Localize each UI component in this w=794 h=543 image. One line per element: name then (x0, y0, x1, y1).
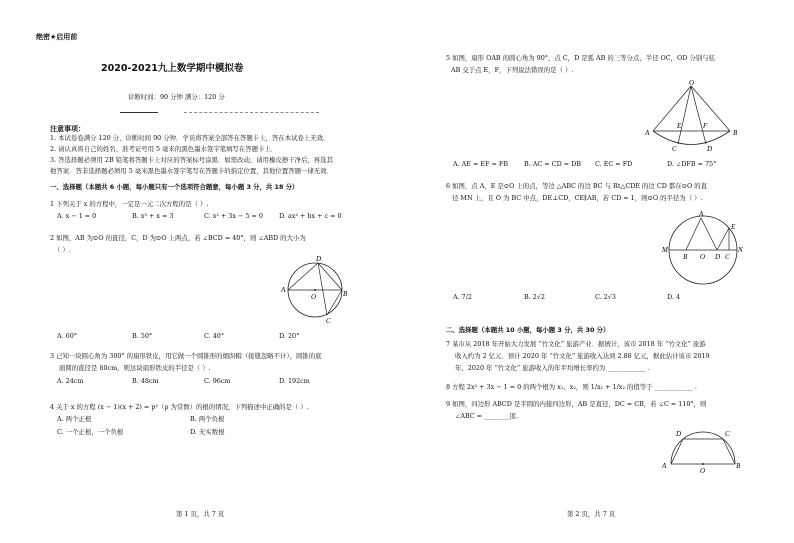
option-a: A. 24cm (57, 377, 84, 385)
label-n: N (738, 246, 743, 254)
label-o: O (311, 293, 317, 301)
option-c: C. 40° (204, 332, 225, 340)
option-a: A. 60° (57, 332, 78, 340)
note-item: 他答案．答非选择题必须用 5 毫米黑色墨水签字笔写在答题卡的指定位置，其他位置答题一律无效． (50, 167, 333, 175)
label-c: C (725, 253, 730, 261)
divider (184, 112, 319, 113)
label-c: C (326, 317, 331, 325)
question-stem: 收入约为 2 亿元．预计 2020 年 “竹文化” 旅游收入达到 2.88 亿元，据此估计该市 2019 (455, 352, 710, 360)
label-d: D (715, 253, 721, 261)
question-stem: 2 如图，AB 为⊙O 的直径，C，D 为⊙O 上两点，若 ∠BCD = 40°，则 ∠ABD 的大小为 (50, 234, 306, 242)
question-stem: 年、2020 年 “竹文化” 旅游收入的年平均增长率约为 ____________ . (455, 364, 650, 372)
option-d: D. 无实数根 (190, 428, 225, 436)
option-b: B. 2√2 (524, 293, 545, 301)
option-b: B. 两个负根 (190, 415, 225, 423)
option-b: B. x³ + x = 3 (132, 212, 174, 220)
label-d: D (676, 430, 682, 438)
label-a: A (699, 210, 704, 218)
question-stem: AB 交于点 E，F，下列说法错误的是（ ）. (451, 66, 574, 74)
question-stem: 5 如图，扇形 OAB 的圆心角为 90°，点 C，D 是弧 AB 的三等分点，半径 OC，OD 分别与弦 (446, 54, 716, 62)
option-d: D. ∠DFB = 75° (667, 160, 717, 168)
label-b: B (683, 253, 688, 261)
semicircle-figure (661, 420, 743, 474)
question-stem: 径 MN 上，且 O 为 BC 中点，DE⊥CD，CE∥AB，若 CD = 1，则⊙O 的半径为（ ）. (452, 194, 703, 202)
note-item: 2. 请认真将自己的姓名、准考证号用 5 毫米的黑色墨水签字笔填写在答题卡上． (50, 145, 278, 153)
option-b: B. 48cm (132, 377, 159, 385)
option-c: C. EC = FD (595, 160, 633, 168)
note-item: 1. 本试卷卷满分 120 分，诊断时间 90 分钟．学员将答案全部答在答题卡上，答在本试卷上无效． (50, 134, 330, 142)
question-stem: 8 方程 2x² + 3x − 1 = 0 的两个根为 x₁、x₂，则 1/x₁ + 1/x₂ 的值等于 ____________ . (446, 383, 697, 391)
label-c: C (672, 145, 677, 153)
option-b: B. AC = CD = DB (524, 160, 581, 168)
option-d: D. ax² + bx + c = 0 (279, 212, 342, 220)
label-d: D (707, 145, 713, 153)
label-d: D (316, 255, 322, 263)
label-a: A (662, 462, 667, 470)
sector-figure (645, 80, 745, 156)
option-a: A. x − 1 = 0 (57, 212, 97, 220)
question-stem: 6 如图，点 A，E 是⊙O 上的点，等边 △ABC 的边 BC 与 Rt△CDE 的边 CD 都在⊙O 的直 (446, 182, 708, 190)
question-stem: 9 如图，四边形 ABCD 是半圆的内接四边形，AB 是直径，DC = CB，若 ∠C = 110°，则 (446, 400, 707, 408)
exam-time: 诊断时间：90 分钟 满分：120 分 (128, 93, 225, 101)
note-item: 3. 答选择题必须用 2B 铅笔将答题卡上对应的答案标号涂黑．如需改动，请用橡皮擦干净后，再选其 (50, 156, 333, 164)
question-stem: 4 关于 x 的方程 (x − 1)(x + 2) = p²（p 为常数）的根的情况，下列描述中正确的是（ ）. (50, 403, 309, 411)
option-d: D. 192cm (279, 377, 310, 385)
option-a: A. 两个正根 (57, 415, 92, 423)
question-stem: 7 某市从 2018 年开始大力发展 “竹文化” 旅游产业．据统计，该市 2018 年 “竹文化” 旅游 (446, 340, 706, 348)
section-heading: 二、选择题（本题共 10 小题，每小题 3 分，共 30 分） (446, 326, 610, 334)
exam-title: 2020-2021九上数学期中模拟卷 (101, 63, 244, 74)
page-footer: 第 1 页，共 7 页 (176, 510, 225, 518)
question-stem: （ ）. (54, 246, 71, 254)
label-b: B (736, 462, 741, 470)
label-a: A (281, 286, 286, 294)
notes-heading: 注意事项： (50, 125, 85, 133)
label-c: C (725, 430, 730, 438)
option-c: C. 2√3 (595, 293, 616, 301)
label-o: O (700, 253, 706, 261)
circle-triangle-figure (661, 206, 743, 286)
label-m: M (662, 246, 668, 254)
question-stem: 面圆的直径是 80cm，则这块扇形铁皮的半径是（ ）. (59, 364, 211, 372)
option-c: C. 一个正根，一个负根 (57, 428, 124, 436)
label-o: O (700, 467, 706, 475)
option-d: D. 4 (667, 293, 681, 301)
label-b: B (733, 129, 738, 137)
secret-label: 绝密★启用前 (36, 33, 78, 41)
question-stem: 1 下列关于 x 的方程中，一定是一元二次方程的是（ ）. (50, 200, 209, 208)
question-stem: 3 已知一块圆心角为 300° 的扇形铁皮，用它做一个圆锥形的烟囱帽（接缝忽略不计），圆锥的底 (50, 352, 322, 360)
option-d: D. 20° (279, 332, 300, 340)
section-heading: 一、选择题（本题共 6 小题，每小题只有一个选项符合题意，每小题 3 分，共 18 分） (50, 183, 299, 191)
label-f: F (703, 122, 708, 130)
circle-figure (280, 255, 350, 325)
option-b: B. 50° (132, 332, 153, 340)
page-footer: 第 2 页，共 7 页 (567, 510, 616, 518)
label-b: B (343, 290, 348, 298)
option-c: C. 96cm (204, 377, 231, 385)
label-o: O (689, 79, 695, 87)
label-a: A (645, 129, 650, 137)
option-a: A. AE = EF = FB (453, 160, 509, 168)
option-c: C. x² + 3x − 5 = 0 (204, 212, 263, 220)
option-a: A. 7/2 (453, 293, 472, 301)
divider (120, 112, 158, 113)
question-stem: ∠ABC = ________度. (455, 412, 519, 420)
label-e: E (677, 122, 682, 130)
label-e: E (731, 223, 736, 231)
exam-page-2 (397, 0, 794, 543)
